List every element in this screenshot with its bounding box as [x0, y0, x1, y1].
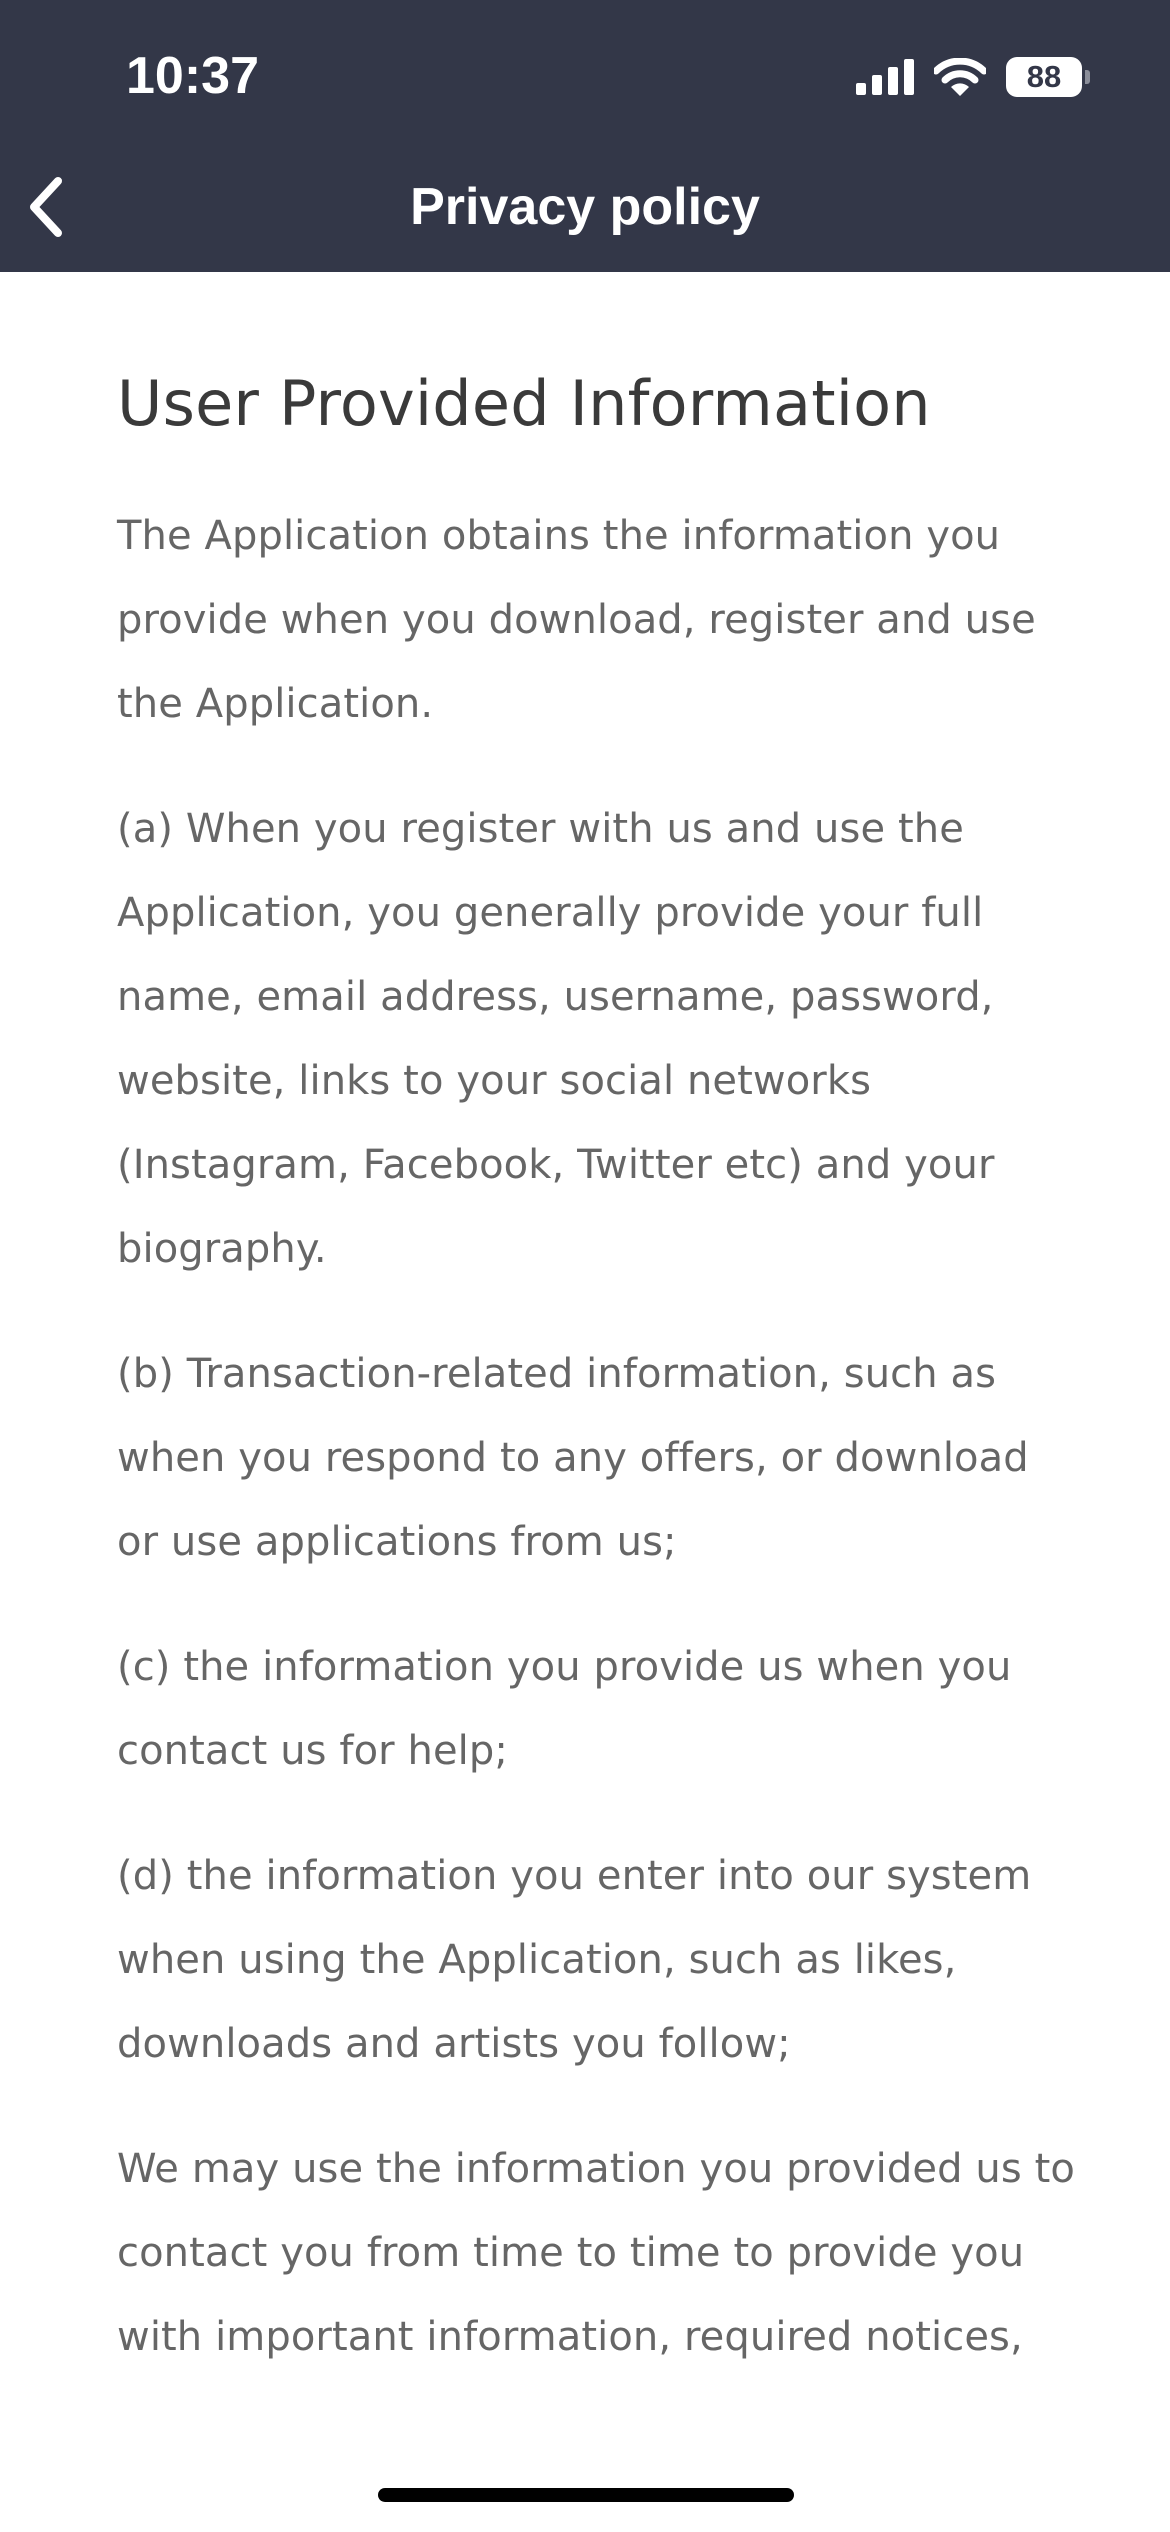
paragraph-usage: We may use the information you provided us to contact you from time to time to provide you with important information, required notices, [117, 2146, 1075, 2360]
paragraph-c: (c) the information you provide us when you contact us for help; [117, 1644, 1012, 1774]
section-heading: User Provided Information [117, 367, 931, 440]
cellular-signal-icon [856, 59, 914, 95]
nav-header [0, 0, 1170, 272]
home-indicator[interactable] [378, 2488, 794, 2502]
paragraph-b: (b) Transaction-related information, such as when you respond to any offers, or download or use applications from us; [117, 1351, 1029, 1565]
paragraph-a: (a) When you register with us and use the Application, you generally provide your full name, email address, username, password, website, links to your social networks (Instagram, Facebook, Twitter etc) and your biography. [117, 806, 995, 1272]
privacy-content [117, 362, 1077, 2379]
page-title: Privacy policy [410, 178, 760, 236]
paragraph-d: (d) the information you enter into our system when using the Application, such as likes, downloads and artists you follow; [117, 1853, 1032, 2067]
paragraph-intro: The Application obtains the information you provide when you download, register and use the Application. [117, 513, 1036, 727]
status-time: 10:37 [126, 47, 259, 105]
battery-icon [1006, 56, 1090, 98]
status-icons [856, 52, 1090, 102]
wifi-icon [934, 58, 986, 96]
battery-level: 88 [1006, 57, 1082, 97]
